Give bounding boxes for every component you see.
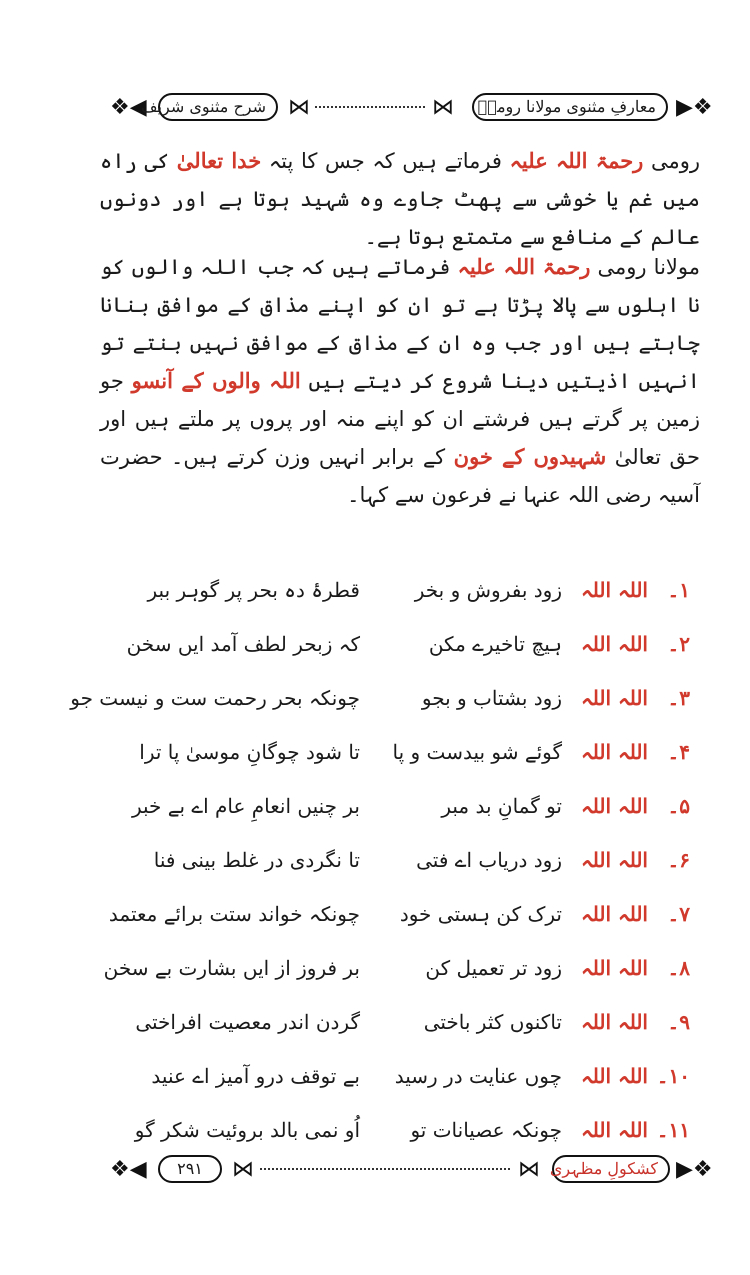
verse-first-hemistich: تاکنوں کثر باختی: [423, 1010, 562, 1034]
verse-allah: اللہ اللہ: [581, 632, 648, 656]
verse-number: ۳۔: [667, 686, 690, 710]
verse-number: ۹۔: [667, 1010, 690, 1034]
p1-highlight-1: رحمۃ اللہ علیہ: [509, 148, 644, 173]
p2-text-3: جو زمین پر گرتے ہیں فرشتے ان کو اپنے منہ اور پروں پر ملتے ہیں اور حق تعالیٰ: [100, 369, 701, 469]
ornament-right-icon: ▶❖: [676, 95, 713, 120]
p2-highlight-1: رحمۃ اللہ علیہ: [457, 254, 591, 279]
verse-number: ۱۰۔: [656, 1064, 690, 1088]
p2-highlight-2: اللہ والوں کے آنسو: [131, 368, 301, 393]
verse-second-hemistich: کہ زبحر لطف آمد ایں سخن: [126, 632, 360, 656]
p2-text-2: فرماتے ہیں کہ جب اللہ والوں کو نا اہلوں سے پالا پڑتا ہے تو ان کو اپنے مذاق کے موافق بنانا چاہتے ہیں اور جب وہ ان کے مذاق کے موافق نہیں بنتے تو انہیں اذیتیں دینا شروع کر دیتے ہیں: [100, 255, 700, 393]
verse-first-hemistich: تو گمانِ بد مبر: [441, 794, 562, 818]
verse-allah: اللہ اللہ: [581, 956, 648, 980]
verse-number: ۱۔: [667, 578, 690, 602]
verse-number: ۶۔: [667, 848, 690, 872]
verse-allah: اللہ اللہ: [581, 848, 648, 872]
verse-allah: اللہ اللہ: [581, 794, 648, 818]
footer-banner: [110, 1152, 713, 1188]
ornament-mid-left-icon: ⋈: [288, 95, 310, 120]
verse-number: ۵۔: [667, 794, 690, 818]
verse-first-hemistich: ترک کن ہستی خود: [399, 902, 562, 926]
verse-first-hemistich: زود بشتاب و بجو: [421, 686, 562, 710]
verse-list: [70, 568, 690, 1162]
verse-row: [130, 1000, 690, 1054]
verse-allah: اللہ اللہ: [581, 578, 648, 602]
footer-dash: [260, 1168, 510, 1170]
verse-number: ۸۔: [667, 956, 690, 980]
verse-second-hemistich: اُو نمی بالد بروئیت شکر گو: [134, 1118, 360, 1142]
verse-first-hemistich: گوئے شو بیدست و پا: [392, 740, 562, 764]
p1-highlight-2: خدا تعالیٰ: [176, 148, 262, 173]
ornament-left-icon: ❖◀: [110, 95, 147, 120]
verse-second-hemistich: تا شود چوگانِ موسیٰ پا ترا: [139, 740, 360, 764]
verse-second-hemistich: گردن اندر معصیت افراختی: [135, 1010, 360, 1034]
verse-row: [130, 838, 690, 892]
verse-first-hemistich: چوں عنایت در رسید: [394, 1064, 562, 1088]
verse-row: [130, 784, 690, 838]
header-banner: [110, 90, 713, 126]
verse-first-hemistich: ہیچ تاخیرے مکن: [428, 632, 562, 656]
verse-number: ۱۱۔: [656, 1118, 690, 1142]
verse-second-hemistich: بر چنیں انعامِ عام اے بے خبر: [131, 794, 360, 818]
ornament-left-icon: ❖◀: [110, 1157, 147, 1182]
header-dash-left: [315, 106, 425, 108]
p2-text-4: کے برابر انہیں وزن کرتے ہیں۔ حضرت آسیہ رضی اللہ عنہا نے فرعون سے کہا۔: [100, 445, 700, 507]
ornament-mid-right-icon: ⋈: [432, 95, 454, 120]
p2-text-1: مولانا رومی: [590, 255, 700, 279]
verse-allah: اللہ اللہ: [581, 1064, 648, 1088]
verse-allah: اللہ اللہ: [581, 902, 648, 926]
header-right-title: معارفِ مثنوی مولانا رومیؒ: [472, 93, 668, 121]
verse-second-hemistich: بے توقف درو آمیز اے عنید: [151, 1064, 360, 1088]
ornament-right-icon: ▶❖: [676, 1157, 713, 1182]
ornament-mid-right-icon: ⋈: [518, 1157, 540, 1182]
paragraph-2: [100, 248, 700, 514]
verse-row: [130, 1054, 690, 1108]
verse-row: [126, 622, 690, 676]
verse-allah: اللہ اللہ: [581, 686, 648, 710]
verse-first-hemistich: زود بفروش و بخر: [414, 578, 562, 602]
verse-second-hemistich: قطرۂ دہ بحر پر گوہر ببر: [147, 578, 360, 602]
paragraph-1: [100, 142, 700, 256]
p1-text-2: فرماتے ہیں کہ جس کا پتہ: [261, 149, 510, 173]
verse-second-hemistich: چونکہ بحر رحمت ست و نیست جو: [70, 686, 360, 710]
page-number: ۲۹۱: [158, 1155, 222, 1183]
p1-text-3: کی راہ میں غم یا خوشی سے پھٹ جاوے وہ شہید ہوتا ہے اور دونوں عالم کے منافع سے متمتع ہوتا ہے۔: [100, 149, 700, 249]
verse-second-hemistich: تا نگردی در غلط بینی فنا: [153, 848, 360, 872]
verse-row: [130, 568, 690, 622]
p1-text-1: رومی: [643, 149, 700, 173]
verse-row: [103, 946, 690, 1000]
header-left-title: شرح مثنوی شریف: [158, 93, 278, 121]
publisher-name: کشکولِ مظہری: [552, 1155, 670, 1183]
verse-allah: اللہ اللہ: [581, 1010, 648, 1034]
verse-row: [70, 676, 690, 730]
verse-allah: اللہ اللہ: [581, 1118, 648, 1142]
verse-first-hemistich: زود دریاب اے فتی: [416, 848, 562, 872]
verse-row: [108, 892, 690, 946]
verse-first-hemistich: چونکہ عصیانات تو: [410, 1118, 562, 1142]
verse-second-hemistich: چونکہ خواند ستت برائے معتمد: [108, 902, 360, 926]
verse-first-hemistich: زود تر تعمیل کن: [425, 956, 562, 980]
verse-number: ۲۔: [667, 632, 690, 656]
verse-second-hemistich: بر فروز از ایں بشارت بے سخن: [103, 956, 360, 980]
p2-highlight-3: شہیدوں کے خون: [453, 444, 607, 469]
verse-number: ۴۔: [667, 740, 690, 764]
verse-number: ۷۔: [667, 902, 690, 926]
verse-row: [130, 730, 690, 784]
ornament-mid-left-icon: ⋈: [232, 1157, 254, 1182]
verse-allah: اللہ اللہ: [581, 740, 648, 764]
